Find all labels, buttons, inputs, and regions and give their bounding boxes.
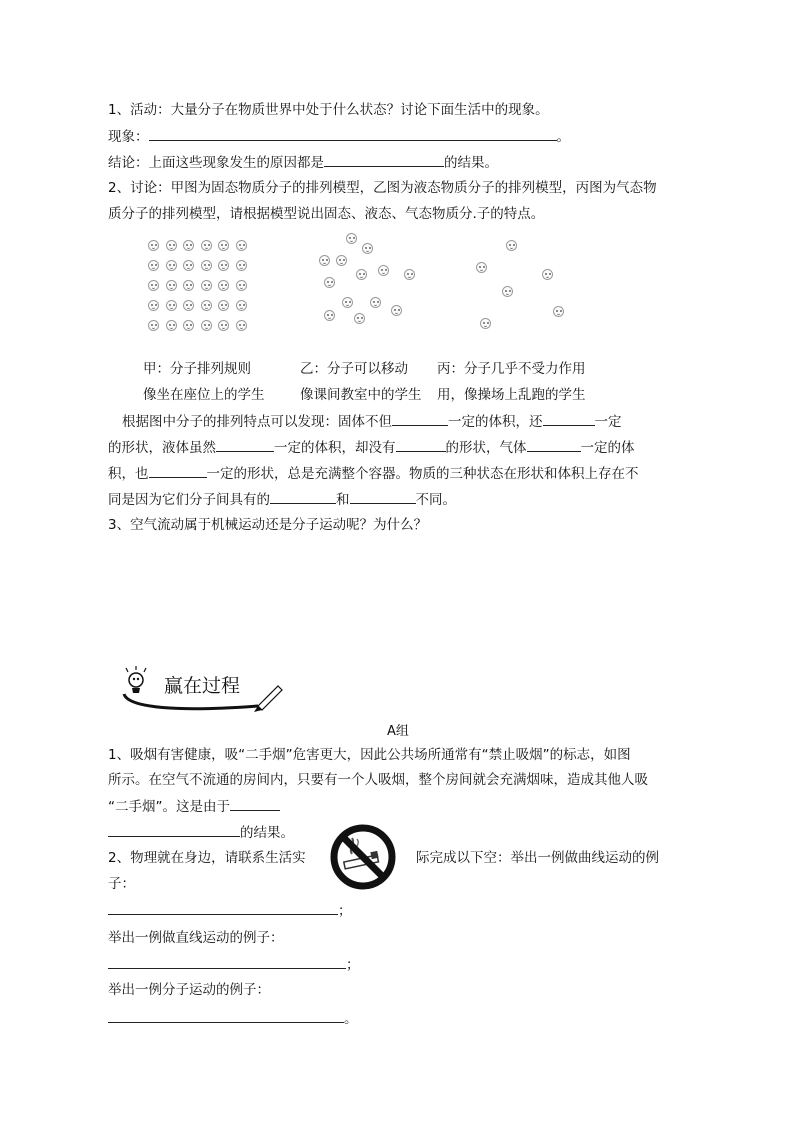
molecule-icon — [319, 255, 330, 266]
q1-conclusion — [108, 152, 498, 173]
liquid-molecule-model — [316, 230, 426, 330]
solid-molecule-model — [148, 240, 258, 340]
molecule-icon — [362, 243, 373, 254]
label-yi: 乙：分子可以移动 — [300, 361, 408, 377]
a2-straight-answer: ； — [108, 954, 360, 975]
blank-solid-volume[interactable] — [392, 411, 448, 426]
section-title: 赢在过程 — [164, 675, 241, 697]
molecule-icon — [542, 269, 553, 280]
molecule-icon — [370, 297, 381, 308]
molecule-icon — [356, 269, 367, 280]
a1-line1: 1、吸烟有害健康，吸“二手烟”危害更大，因此公共场所通常有“禁止吸烟”的标志，如图 — [108, 747, 631, 763]
section-banner — [118, 664, 288, 714]
molecule-icon — [166, 280, 177, 291]
q2-paragraph-2: 的形状，液体虽然 一定的体积，却没有 的形状，气体 一定的体 — [108, 437, 635, 458]
blank-smoke-reason-2[interactable] — [108, 822, 240, 837]
molecule-icon — [218, 260, 229, 271]
a2-curve-answer: ； — [108, 900, 352, 921]
blank-liquid-volume[interactable] — [216, 437, 274, 452]
blank-curve-motion[interactable] — [108, 900, 338, 915]
desc-jia: 像坐在座位上的学生 — [143, 387, 265, 403]
molecule-icon — [236, 320, 247, 331]
molecule-icon — [201, 280, 212, 291]
blank-straight-motion[interactable] — [108, 954, 346, 969]
molecule-icon — [336, 255, 347, 266]
blank-force[interactable] — [350, 489, 416, 504]
a2-molecule-answer: 。 — [108, 1008, 358, 1029]
blank-molecule-motion[interactable] — [108, 1008, 344, 1023]
molecule-icon — [502, 286, 513, 297]
conclusion-text: 结论：上面这些现象发生的原因都是 — [108, 155, 324, 171]
molecule-icon — [480, 318, 491, 329]
q2-paragraph-4: 同是因为它们分子间具有的 和 不同。 — [108, 489, 456, 510]
molecule-icon — [201, 300, 212, 311]
a1-line4: 的结果。 — [108, 822, 294, 843]
blank-smoke-reason-1[interactable] — [230, 796, 280, 811]
molecule-icon — [183, 280, 194, 291]
phenomenon-label: 现象： — [108, 129, 149, 145]
molecule-icon — [236, 260, 247, 271]
molecule-icon — [218, 280, 229, 291]
molecule-icon — [183, 260, 194, 271]
molecule-icon — [553, 306, 564, 317]
molecule-icon — [148, 260, 159, 271]
blank-gas-volume[interactable] — [527, 437, 581, 452]
q1-line1: 1、活动：大量分子在物质世界中处于什么状态？讨论下面生活中的现象。 — [108, 102, 549, 118]
molecule-icon — [148, 240, 159, 251]
a1-line3: “二手烟”。这是由于 — [108, 796, 280, 817]
molecule-icon — [476, 262, 487, 273]
group-label: A组 — [387, 724, 409, 739]
a2-line1-right: 际完成以下空：举出一例做曲线运动的例 — [416, 850, 659, 866]
blank-solid-shape[interactable] — [543, 411, 595, 426]
molecule-icon — [346, 233, 357, 244]
molecule-icon — [354, 313, 365, 324]
molecule-icon — [218, 240, 229, 251]
molecule-icon — [201, 240, 212, 251]
molecule-icon — [166, 320, 177, 331]
molecule-icon — [183, 240, 194, 251]
gas-molecule-model — [470, 236, 580, 336]
phenomenon-blank[interactable] — [149, 126, 557, 141]
molecule-icon — [236, 280, 247, 291]
q1-phenomenon — [108, 126, 570, 147]
molecule-icon — [201, 320, 212, 331]
phenomenon-end: 。 — [556, 129, 570, 145]
label-bing: 丙：分子几乎不受力作用 — [437, 361, 586, 377]
a2-line1-left: 2、物理就在身边，请联系生活实 — [108, 850, 306, 866]
a1-line2: 所示。在空气不流通的房间内，只要有一个人吸烟，整个房间就会充满烟味，造成其他人吸 — [108, 772, 648, 788]
molecule-icon — [324, 277, 335, 288]
molecule-icon — [404, 269, 415, 280]
molecule-icon — [506, 240, 517, 251]
q2-line1: 2、讨论：甲图为固态物质分子的排列模型，乙图为液态物质分子的排列模型，丙图为气态物 — [108, 180, 657, 196]
molecule-icon — [342, 297, 353, 308]
molecule-icon — [391, 305, 402, 316]
molecule-icon — [166, 260, 177, 271]
molecule-icon — [183, 300, 194, 311]
molecule-icon — [218, 320, 229, 331]
desc-bing: 用，像操场上乱跑的学生 — [437, 387, 586, 403]
molecule-icon — [183, 320, 194, 331]
molecule-icon — [166, 240, 177, 251]
molecule-icon — [166, 300, 177, 311]
q2-paragraph-3: 积，也 一定的形状，总是充满整个容器。物质的三种状态在形状和体积上存在不 — [108, 463, 639, 484]
molecule-icon — [324, 310, 335, 321]
q2-line2: 质分子的排列模型，请根据模型说出固态、液态、气态物质分.子的特点。 — [108, 206, 545, 222]
q3-line1: 3、空气流动属于机械运动还是分子运动呢？为什么？ — [108, 517, 428, 533]
label-jia: 甲：分子排列规则 — [143, 361, 251, 377]
molecule-icon — [218, 300, 229, 311]
a2-line2: 子： — [108, 876, 135, 892]
blank-distance[interactable] — [270, 489, 336, 504]
molecule-icon — [236, 300, 247, 311]
blank-gas-shape[interactable] — [149, 463, 207, 478]
molecule-icon — [201, 260, 212, 271]
blank-liquid-shape[interactable] — [396, 437, 446, 452]
conclusion-end: 的结果。 — [444, 155, 498, 171]
conclusion-blank[interactable] — [324, 152, 444, 167]
a2-straight-question: 举出一例做直线运动的例子： — [108, 930, 284, 946]
a2-molecule-question: 举出一例分子运动的例子： — [108, 982, 270, 998]
q2-paragraph-1: 根据图中分子的排列特点可以发现：固体不但 一定的体积，还 一定 — [122, 411, 622, 432]
molecule-icon — [378, 265, 389, 276]
molecule-icon — [148, 320, 159, 331]
molecule-icon — [148, 300, 159, 311]
desc-yi: 像课间教室中的学生 — [300, 387, 422, 403]
molecule-icon — [236, 240, 247, 251]
molecule-icon — [148, 280, 159, 291]
no-smoking-sign-icon — [330, 824, 396, 890]
